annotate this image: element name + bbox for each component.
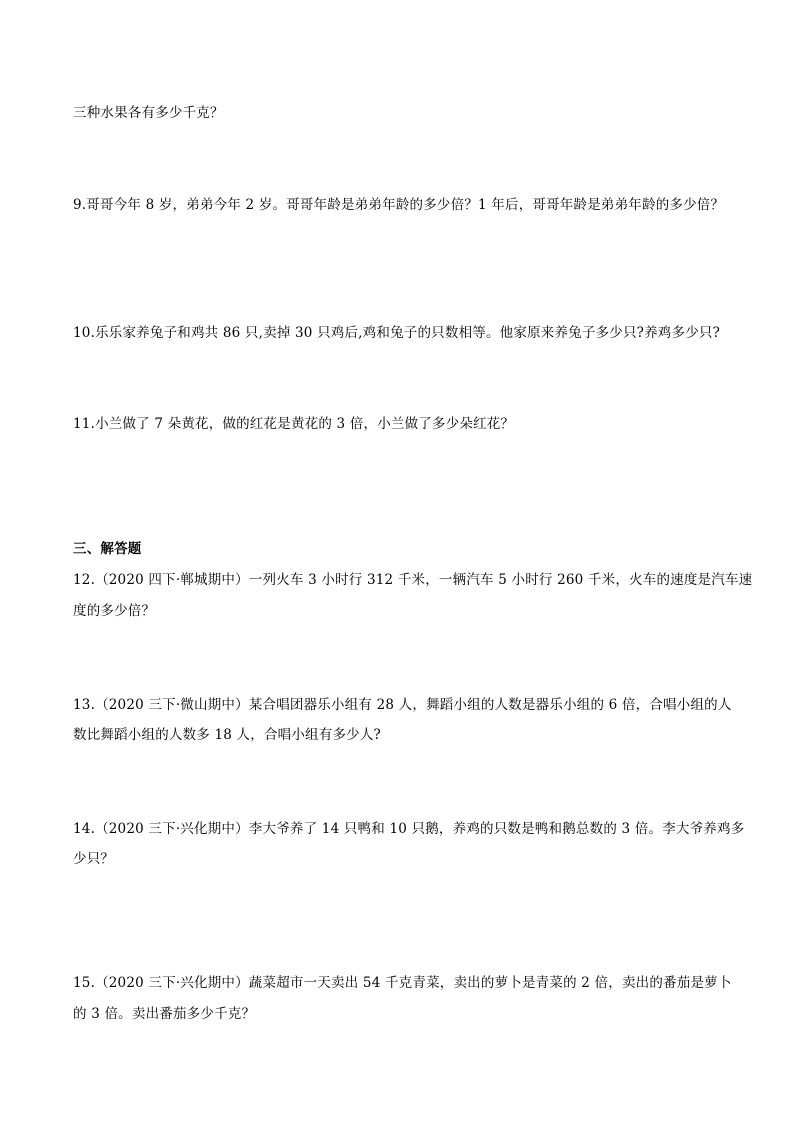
question-15-line-1: 15.（2020 三下·兴化期中）蔬菜超市一天卖出 54 千克青菜，卖出的萝卜是青菜的 2 倍，卖出的番茄是萝卜 xyxy=(73,975,732,991)
question-8-continuation: 三种水果各有多少千克？ xyxy=(73,105,224,121)
section-heading-solve: 三、解答题 xyxy=(73,541,142,557)
question-10: 10.乐乐家养兔子和鸡共 86 只,卖掉 30 只鸡后,鸡和兔子的只数相等。他家原来养兔子多少只?养鸡多少只? xyxy=(73,325,721,341)
question-13-line-1: 13.（2020 三下·微山期中）某合唱团器乐小组有 28 人，舞蹈小组的人数是器乐小组的 6 倍，合唱小组的人 xyxy=(73,697,732,713)
question-13-line-2: 数比舞蹈小组的人数多 18 人，合唱小组有多少人? xyxy=(73,727,381,743)
question-12-line-2: 度的多少倍？ xyxy=(73,603,156,619)
question-15-line-2: 的 3 倍。卖出番茄多少千克？ xyxy=(73,1006,256,1022)
question-14-line-2: 少只？ xyxy=(73,851,115,867)
question-11: 11.小兰做了 7 朵黄花，做的红花是黄花的 3 倍，小兰做了多少朵红花？ xyxy=(73,416,515,432)
question-12-line-1: 12.（2020 四下·郸城期中）一列火车 3 小时行 312 千米，一辆汽车 5 小时行 260 千米，火车的速度是汽车速 xyxy=(73,572,753,588)
question-9: 9.哥哥今年 8 岁，弟弟今年 2 岁。哥哥年龄是弟弟年龄的多少倍？1 年后，哥哥年龄是弟弟年龄的多少倍？ xyxy=(73,197,725,213)
question-14-line-1: 14.（2020 三下·兴化期中）李大爷养了 14 只鸭和 10 只鹅，养鸡的只数是鸭和鹅总数的 3 倍。李大爷养鸡多 xyxy=(73,821,745,837)
